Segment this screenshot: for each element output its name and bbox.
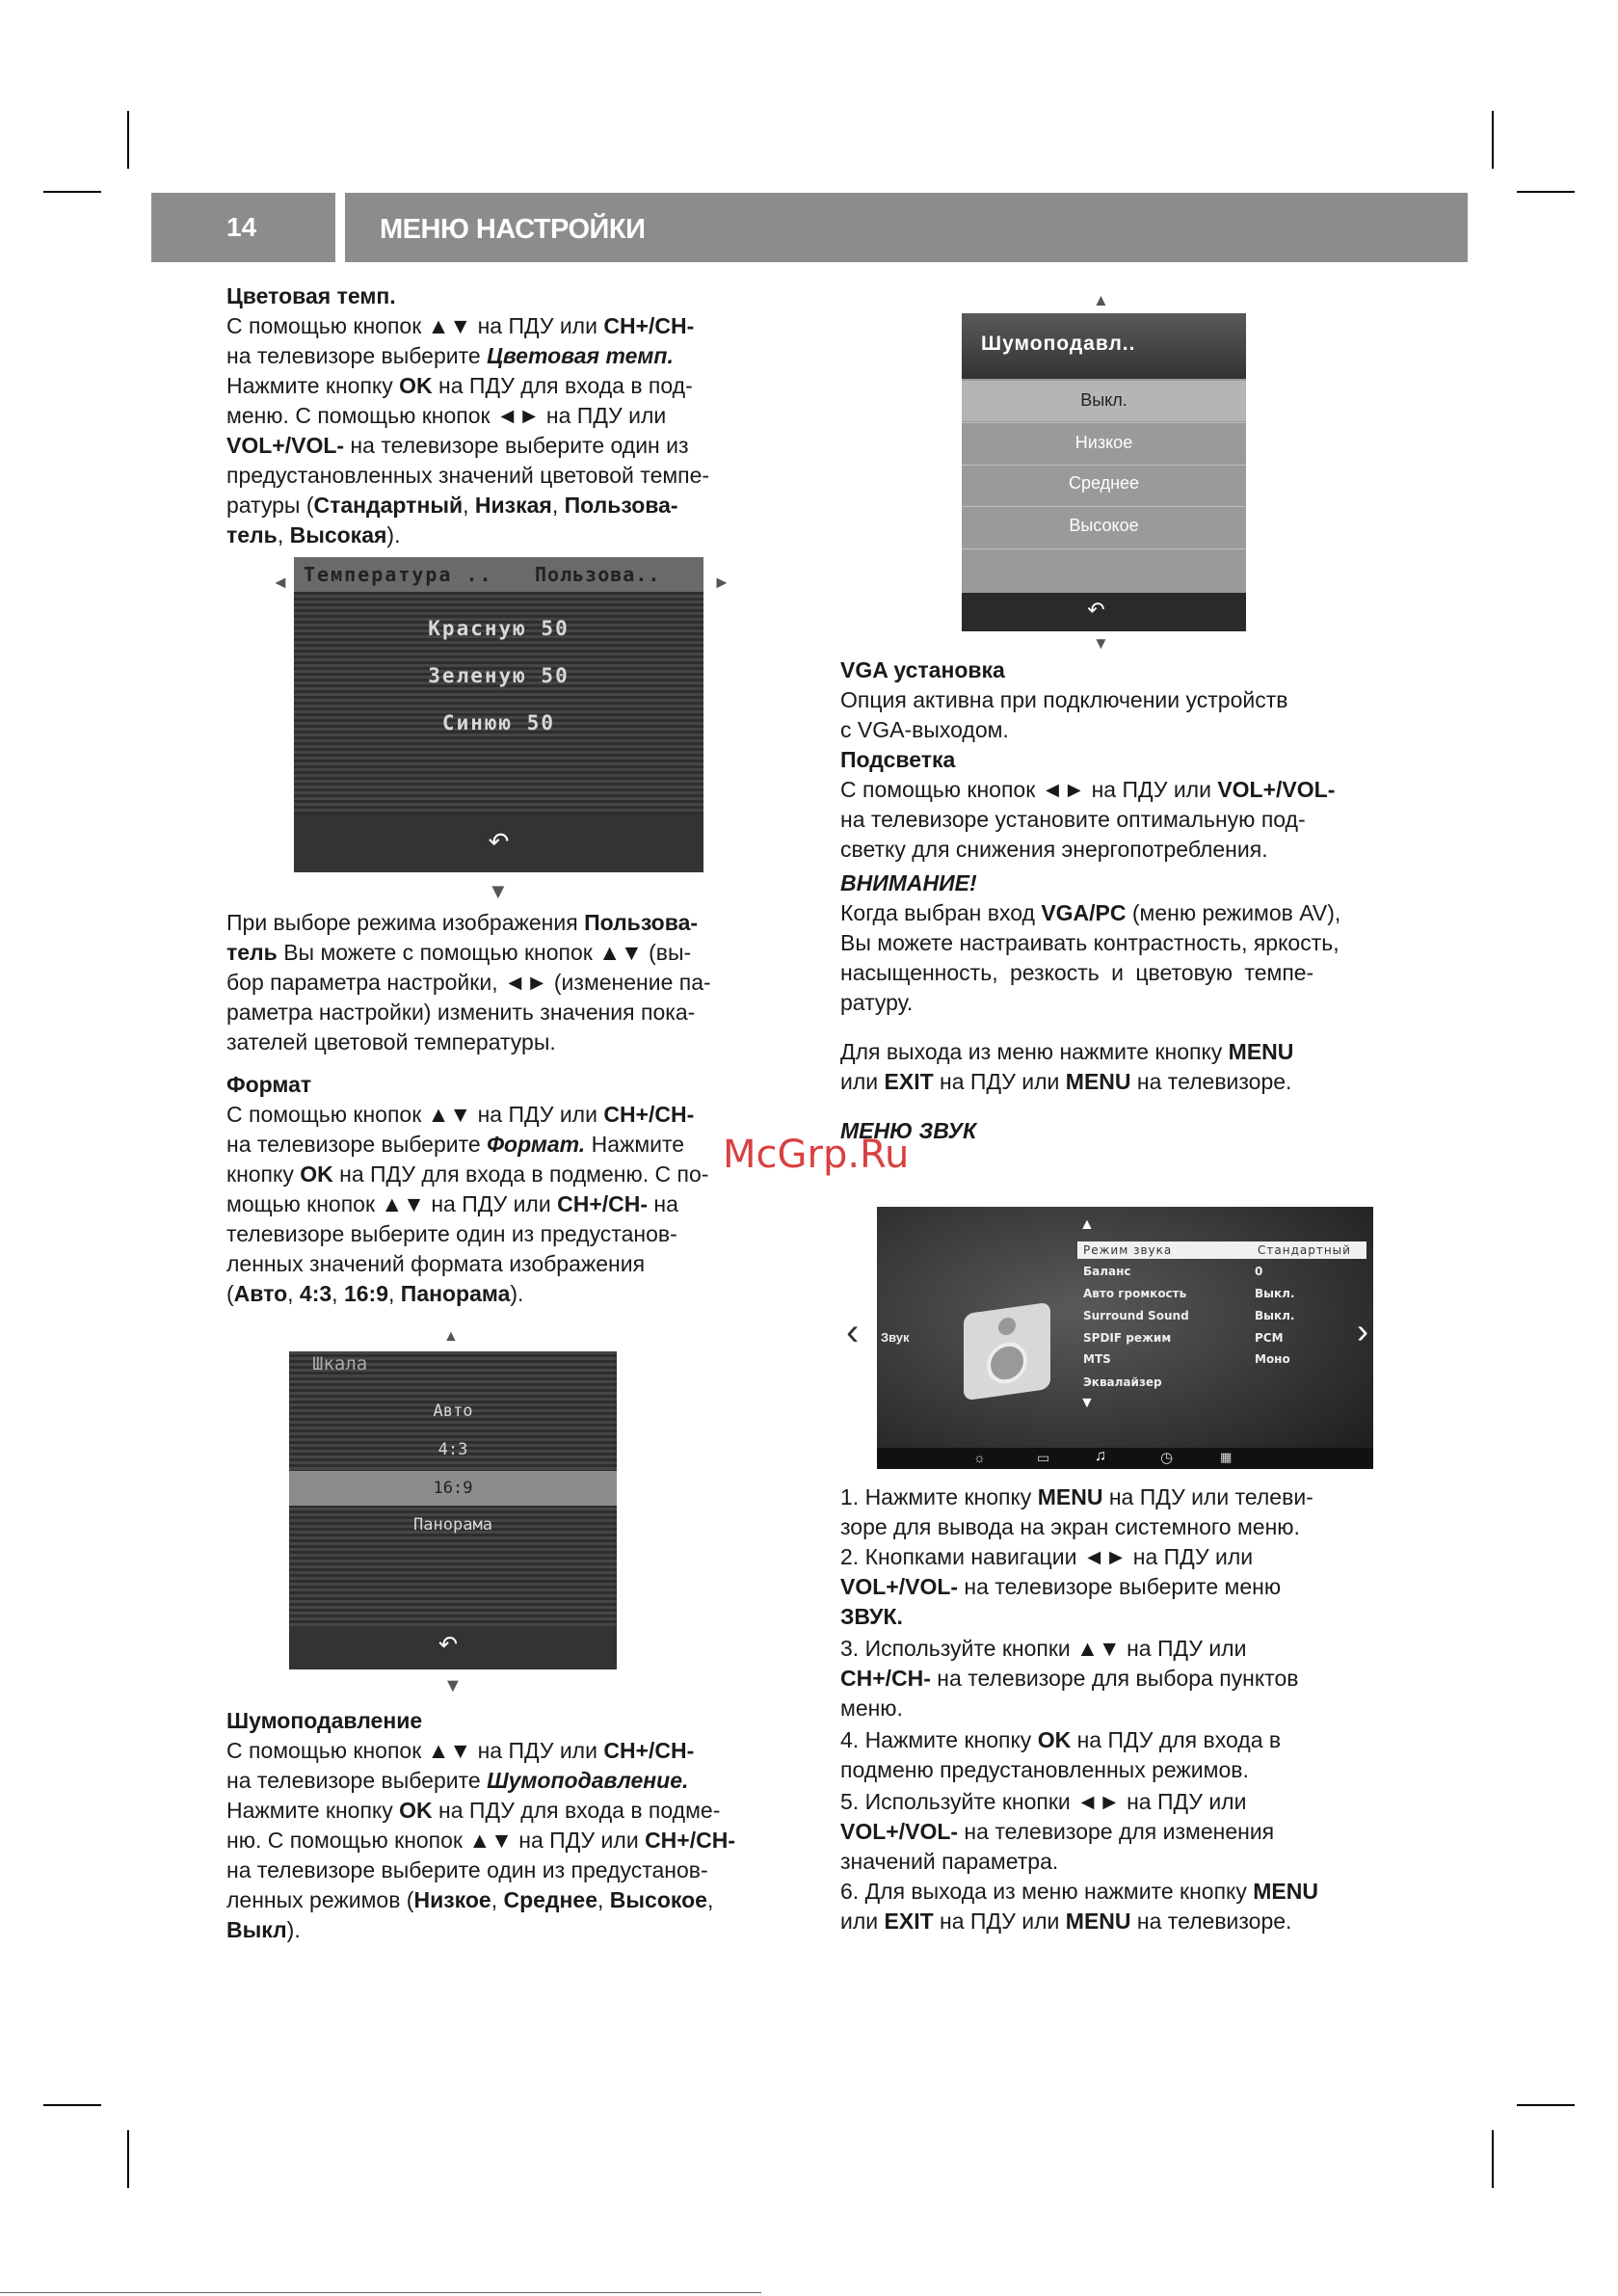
noise-heading: Шумоподавление bbox=[226, 1708, 423, 1733]
user-mode-section bbox=[226, 908, 805, 1057]
paragraph-line: Выкл). bbox=[226, 1917, 301, 1942]
format-screen bbox=[289, 1351, 617, 1669]
sound-tab-icon[interactable]: ♫ bbox=[1095, 1448, 1106, 1464]
sound-row-label[interactable]: Эквалайзер bbox=[1083, 1375, 1162, 1389]
settings-tab-icon[interactable]: ☼ bbox=[973, 1450, 986, 1465]
paragraph-line: тель, Высокая). bbox=[226, 522, 401, 547]
format-screen-title: Шкала bbox=[312, 1353, 368, 1375]
format-screen-item[interactable]: Панорама bbox=[413, 1515, 492, 1535]
crop-mark bbox=[1492, 111, 1494, 169]
sound-screen bbox=[846, 1207, 1373, 1469]
up-arrow-icon: ▲ bbox=[443, 1328, 459, 1345]
sound-row-label[interactable]: MTS bbox=[1083, 1352, 1111, 1366]
sound-row-label[interactable]: SPDIF режим bbox=[1083, 1331, 1172, 1345]
paragraph-line: на телевизоре установите оптимальную под- bbox=[840, 807, 1306, 832]
format-screen-item[interactable]: Авто bbox=[433, 1402, 473, 1421]
right-arrow-icon: ► bbox=[713, 573, 730, 592]
sound-side-label: Звук bbox=[881, 1330, 910, 1345]
step-line: ЗВУК. bbox=[840, 1604, 903, 1629]
step-line: или EXIT на ПДУ или MENU на телевизоре. bbox=[840, 1909, 1292, 1934]
sound-row-value: Стандартный bbox=[1258, 1243, 1351, 1257]
page-number: 14 bbox=[151, 193, 335, 262]
divider bbox=[962, 506, 1246, 507]
back-icon[interactable]: ↶ bbox=[488, 827, 510, 856]
format-section bbox=[226, 1070, 805, 1309]
lock-tab-icon[interactable]: ▦ bbox=[1220, 1450, 1233, 1464]
sound-steps-section bbox=[840, 1482, 1419, 1936]
format-heading: Формат bbox=[226, 1072, 312, 1097]
divider bbox=[962, 422, 1246, 423]
paragraph-line: С помощью кнопок ◄► на ПДУ или VOL+/VOL- bbox=[840, 777, 1336, 802]
sound-row-value: 0 bbox=[1255, 1265, 1263, 1278]
speaker-cone bbox=[987, 1340, 1027, 1386]
paragraph-line: Для выхода из меню нажмите кнопку MENU bbox=[840, 1039, 1294, 1064]
step-line: 1. Нажмите кнопку MENU на ПДУ или телеви- bbox=[840, 1484, 1313, 1509]
color-temp-section bbox=[226, 281, 805, 550]
paragraph-line: Когда выбран вход VGA/PC (меню режимов AV), bbox=[840, 900, 1341, 925]
paragraph-line: мощью кнопок ▲▼ на ПДУ или CH+/CH- на bbox=[226, 1191, 678, 1216]
sound-row-value: Выкл. bbox=[1255, 1287, 1295, 1300]
format-screen-item[interactable]: 16:9 bbox=[433, 1479, 473, 1498]
paragraph-line: Вы можете настраивать контрастность, яркость, bbox=[840, 930, 1339, 955]
step-line: CH+/CH- на телевизоре для выбора пунктов bbox=[840, 1666, 1299, 1691]
noise-screen-item[interactable]: Низкое bbox=[1074, 433, 1133, 452]
step-line: меню. bbox=[840, 1695, 903, 1721]
noise-screen-title: Шумоподавл.. bbox=[981, 333, 1136, 355]
sound-row-value: Выкл. bbox=[1255, 1309, 1295, 1322]
noise-screen-item[interactable]: Высокое bbox=[1069, 516, 1139, 535]
paragraph-line: При выборе режима изображения Пользова- bbox=[226, 910, 699, 935]
temp-screen-item[interactable]: Красную 50 bbox=[428, 617, 570, 640]
noise-screen-item[interactable]: Среднее bbox=[1068, 473, 1140, 493]
back-icon[interactable]: ↶ bbox=[1087, 598, 1105, 622]
paragraph-line: С помощью кнопок ▲▼ на ПДУ или CH+/CH- bbox=[226, 1102, 695, 1127]
paragraph-line: предустановленных значений цветовой темпе- bbox=[226, 463, 710, 488]
warning-heading: ВНИМАНИЕ! bbox=[840, 870, 977, 895]
crop-mark bbox=[43, 191, 101, 193]
down-arrow-icon: ▼ bbox=[443, 1675, 463, 1696]
down-arrow-icon: ▼ bbox=[1079, 1395, 1095, 1411]
step-line: 3. Используйте кнопки ▲▼ на ПДУ или bbox=[840, 1636, 1247, 1661]
paragraph-line: светку для снижения энергопотребления. bbox=[840, 837, 1268, 862]
paragraph-line: насыщенность, резкость и цветовую темпе- bbox=[840, 960, 1314, 985]
step-line: VOL+/VOL- на телевизоре для изменения bbox=[840, 1819, 1275, 1844]
step-line: подменю предустановленных режимов. bbox=[840, 1757, 1249, 1782]
sound-right-arrow-icon[interactable]: › bbox=[1357, 1311, 1368, 1350]
back-icon[interactable]: ↶ bbox=[438, 1632, 459, 1658]
page-title: МЕНЮ НАСТРОЙКИ bbox=[345, 193, 1468, 262]
paragraph-line: бор параметра настройки, ◄► (изменение па- bbox=[226, 970, 711, 995]
paragraph-line: на телевизоре выберите Формат. Нажмите bbox=[226, 1132, 685, 1157]
paragraph-line: ленных значений формата изображения bbox=[226, 1251, 646, 1276]
step-line: VOL+/VOL- на телевизоре выберите меню bbox=[840, 1574, 1282, 1599]
paragraph-line: на телевизоре выберите Цветовая темп. bbox=[226, 343, 674, 368]
color-temp-heading: Цветовая темп. bbox=[226, 283, 396, 308]
paragraph-line: С помощью кнопок ▲▼ на ПДУ или CH+/CH- bbox=[226, 313, 695, 338]
watermark: McGrp.Ru bbox=[723, 1133, 910, 1177]
paragraph-line: на телевизоре выберите Шумоподавление. bbox=[226, 1768, 689, 1793]
left-arrow-icon: ◄ bbox=[272, 573, 289, 592]
paragraph-line: ратуру. bbox=[840, 990, 914, 1015]
paragraph-line: С помощью кнопок ▲▼ на ПДУ или CH+/CH- bbox=[226, 1738, 695, 1763]
paragraph-line: меню. С помощью кнопок ◄► на ПДУ или bbox=[226, 403, 667, 428]
temp-screen bbox=[294, 557, 703, 872]
paragraph-line: (Авто, 4:3, 16:9, Панорама). bbox=[226, 1281, 524, 1306]
paragraph-line: Опция активна при подключении устройств bbox=[840, 687, 1288, 712]
sound-menu-heading: МЕНЮ ЗВУК bbox=[840, 1118, 977, 1143]
paragraph-line: с VGA-выходом. bbox=[840, 717, 1009, 742]
crop-mark bbox=[43, 2104, 101, 2106]
paragraph-line: раметра настройки) изменить значения пока- bbox=[226, 1000, 696, 1025]
up-arrow-icon: ▲ bbox=[1093, 291, 1109, 309]
sound-row-label[interactable]: Авто громкость bbox=[1083, 1287, 1187, 1300]
paragraph-line: зателей цветовой температуры. bbox=[226, 1029, 556, 1055]
divider bbox=[962, 548, 1246, 549]
step-line: 2. Кнопками навигации ◄► на ПДУ или bbox=[840, 1544, 1254, 1569]
paragraph-line: ратуры (Стандартный, Низкая, Пользова- bbox=[226, 493, 678, 518]
format-screen-item[interactable]: 4:3 bbox=[438, 1440, 468, 1459]
speaker-tweeter bbox=[998, 1317, 1016, 1337]
sound-row-label[interactable]: Surround Sound bbox=[1083, 1309, 1189, 1322]
step-line: 4. Нажмите кнопку OK на ПДУ для входа в bbox=[840, 1727, 1282, 1752]
paragraph-line: тель Вы можете с помощью кнопок ▲▼ (вы- bbox=[226, 940, 692, 965]
picture-tab-icon[interactable]: ▭ bbox=[1037, 1450, 1050, 1465]
up-arrow-icon: ▲ bbox=[1079, 1216, 1095, 1233]
step-line: 5. Используйте кнопки ◄► на ПДУ или bbox=[840, 1789, 1247, 1814]
paragraph-line: или EXIT на ПДУ или MENU на телевизоре. bbox=[840, 1069, 1292, 1094]
crop-mark bbox=[127, 111, 129, 169]
sound-left-arrow-icon[interactable]: ‹ bbox=[846, 1311, 860, 1353]
bottom-rule bbox=[0, 2292, 761, 2293]
paragraph-line: на телевизоре выберите один из предустанов- bbox=[226, 1857, 708, 1882]
paragraph-line: ленных режимов (Низкое, Среднее, Высокое, bbox=[226, 1887, 714, 1912]
divider bbox=[962, 465, 1246, 466]
noise-screen bbox=[962, 313, 1246, 631]
step-line: значений параметра. bbox=[840, 1849, 1059, 1874]
sound-row-label[interactable]: Режим звука bbox=[1083, 1243, 1173, 1257]
down-arrow-icon: ▼ bbox=[1093, 634, 1109, 653]
speaker-icon bbox=[964, 1302, 1050, 1402]
paragraph-line: телевизоре выберите один из предустанов- bbox=[226, 1221, 677, 1246]
sound-row-value: Моно bbox=[1255, 1352, 1290, 1366]
temp-screen-value: Пользова.. bbox=[535, 563, 661, 586]
step-line: зоре для вывода на экран системного меню. bbox=[840, 1514, 1300, 1539]
step-line: 6. Для выхода из меню нажмите кнопку MENU bbox=[840, 1879, 1318, 1904]
paragraph-line: Нажмите кнопку OK на ПДУ для входа в подме- bbox=[226, 1798, 721, 1823]
temp-screen-title: Температура .. bbox=[304, 563, 493, 586]
temp-screen-item[interactable]: Зеленую 50 bbox=[428, 664, 570, 687]
crop-mark bbox=[1517, 2104, 1575, 2106]
temp-screen-item[interactable]: Синюю 50 bbox=[441, 711, 556, 734]
paragraph-line: кнопку OK на ПДУ для входа в подменю. С по- bbox=[226, 1161, 709, 1187]
paragraph-line: ню. С помощью кнопок ▲▼ на ПДУ или CH+/CH- bbox=[226, 1828, 735, 1853]
paragraph-line: VOL+/VOL- на телевизоре выберите один из bbox=[226, 433, 689, 458]
down-arrow-icon: ▼ bbox=[488, 879, 509, 903]
paragraph-line: Нажмите кнопку OK на ПДУ для входа в под- bbox=[226, 373, 693, 398]
sound-row-value: PCM bbox=[1255, 1331, 1284, 1345]
time-tab-icon[interactable]: ◷ bbox=[1160, 1450, 1174, 1466]
noise-section bbox=[226, 1706, 805, 1945]
vga-heading: VGA установка bbox=[840, 657, 1005, 682]
right-text-section bbox=[840, 655, 1419, 1146]
backlight-heading: Подсветка bbox=[840, 747, 956, 772]
sound-tab-bar bbox=[877, 1448, 1373, 1469]
noise-screen-item[interactable]: Выкл. bbox=[1080, 390, 1127, 410]
crop-mark bbox=[1517, 191, 1575, 193]
crop-mark bbox=[127, 2130, 129, 2188]
sound-row-label[interactable]: Баланс bbox=[1083, 1265, 1131, 1278]
crop-mark bbox=[1492, 2130, 1494, 2188]
